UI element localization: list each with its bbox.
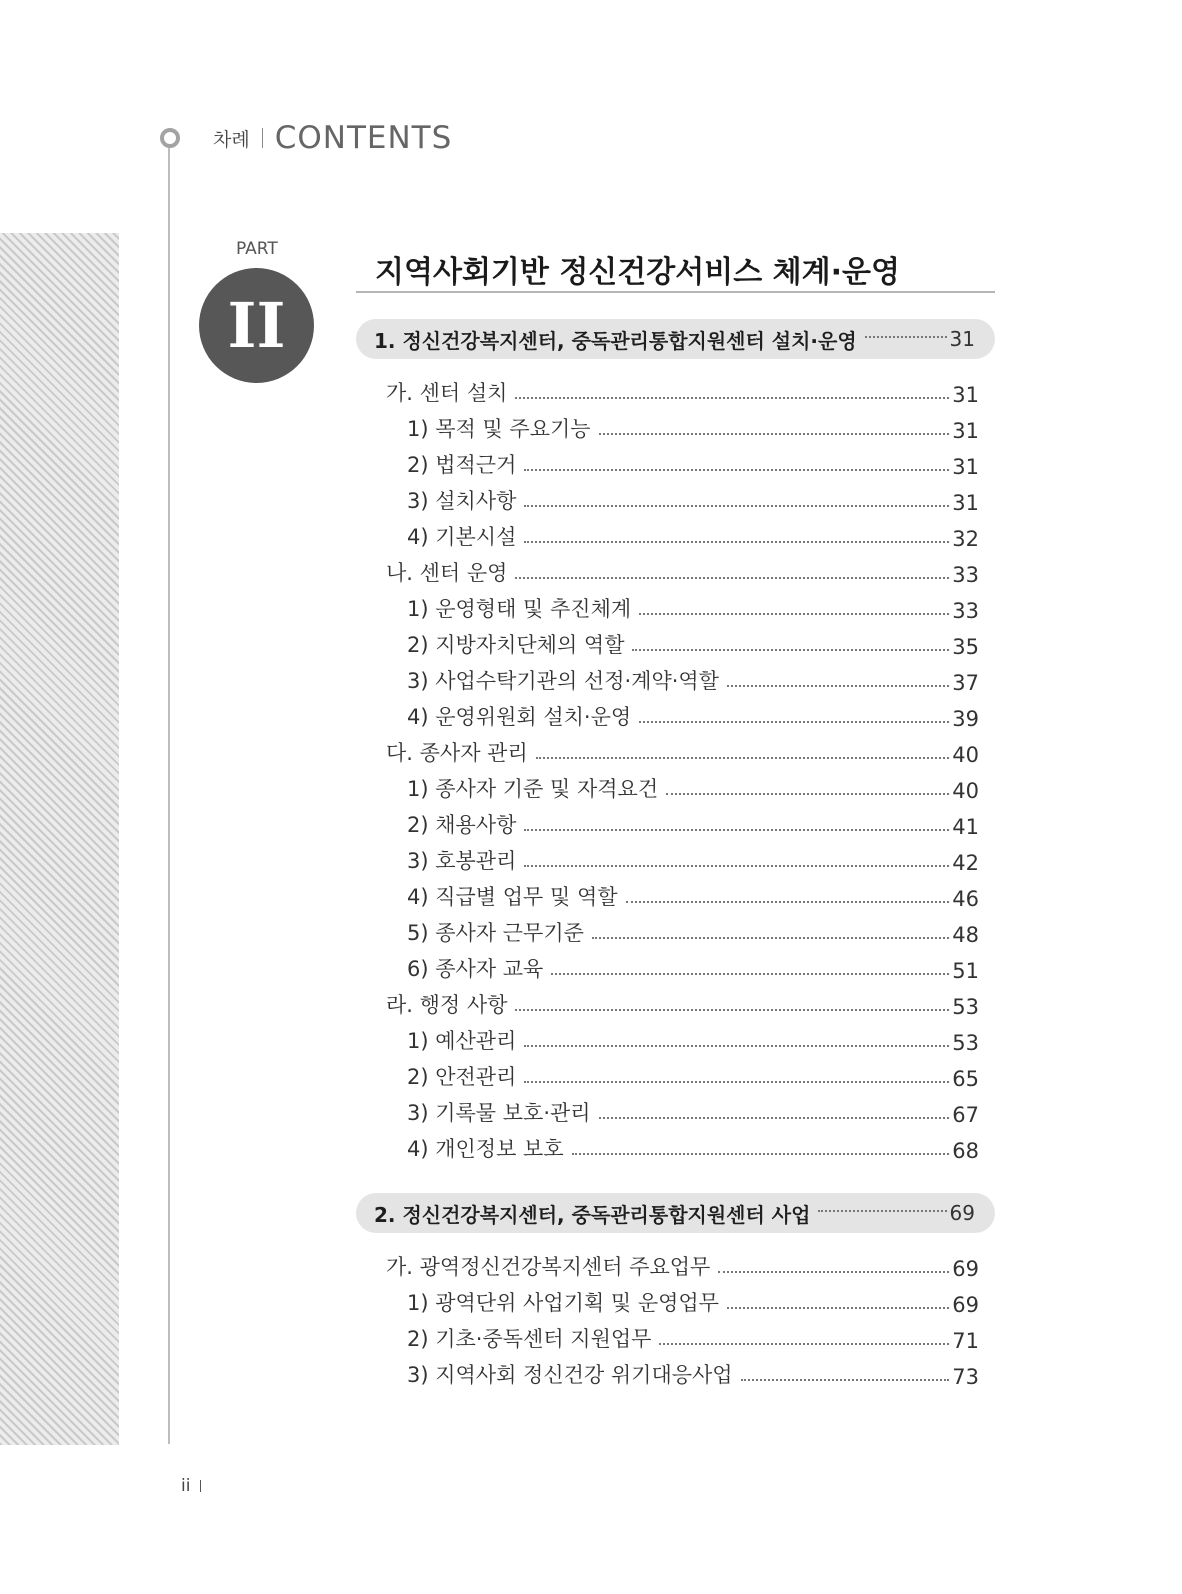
dot-leader bbox=[524, 505, 949, 507]
dot-leader bbox=[515, 577, 949, 579]
toc-section-2[interactable] bbox=[356, 1193, 995, 1233]
dot-leader bbox=[865, 336, 947, 338]
toc-entry-page: 41 bbox=[952, 815, 979, 839]
toc-entry[interactable] bbox=[407, 1061, 979, 1091]
toc-entry-text: 4) 기본시설 bbox=[407, 525, 517, 549]
toc-entry-text: 2) 지방자치단체의 역할 bbox=[407, 633, 625, 657]
toc-entry[interactable] bbox=[407, 1025, 979, 1055]
dot-leader bbox=[718, 1271, 949, 1273]
toc-entry[interactable] bbox=[386, 737, 979, 767]
dot-leader bbox=[515, 397, 949, 399]
toc-entry-page: 67 bbox=[952, 1103, 979, 1127]
toc-entry-page: 31 bbox=[952, 491, 979, 515]
toc-entry[interactable] bbox=[407, 1133, 979, 1163]
toc-entry-page: 33 bbox=[952, 599, 979, 623]
toc-entry-text: 2) 채용사항 bbox=[407, 813, 517, 837]
dot-leader bbox=[632, 649, 949, 651]
dot-leader bbox=[727, 685, 949, 687]
toc-entry[interactable] bbox=[407, 845, 979, 875]
toc-entry[interactable] bbox=[407, 809, 979, 839]
toc-entry-page: 71 bbox=[952, 1329, 979, 1353]
toc-entry[interactable] bbox=[407, 917, 979, 947]
dot-leader bbox=[659, 1343, 949, 1345]
footer-bar bbox=[200, 1480, 201, 1492]
toc-entry[interactable] bbox=[386, 1251, 979, 1281]
toc-entry[interactable] bbox=[407, 629, 979, 659]
toc-entry-text: 나. 센터 운영 bbox=[386, 561, 508, 585]
toc-entry-page: 31 bbox=[952, 455, 979, 479]
toc-entry-text: 2) 법적근거 bbox=[407, 453, 517, 477]
toc-entry-page: 69 bbox=[952, 1293, 979, 1317]
toc-entry-text: 3) 사업수탁기관의 선정·계약·역할 bbox=[407, 669, 719, 693]
toc-entry-text: 1) 종사자 기준 및 자격요건 bbox=[407, 777, 659, 801]
toc-entry-page: 69 bbox=[952, 1257, 979, 1281]
dot-leader bbox=[639, 721, 949, 723]
part-title-rule bbox=[356, 291, 995, 293]
dot-leader bbox=[639, 613, 949, 615]
toc-entry-text: 가. 광역정신건강복지센터 주요업무 bbox=[386, 1255, 711, 1279]
toc-entry-page: 42 bbox=[952, 851, 979, 875]
side-stripe-band bbox=[0, 233, 119, 1445]
dot-leader bbox=[592, 937, 949, 939]
dot-leader bbox=[524, 541, 949, 543]
toc-entry-text: 4) 개인정보 보호 bbox=[407, 1137, 564, 1161]
toc-entry[interactable] bbox=[407, 521, 979, 551]
margin-line bbox=[168, 148, 170, 1444]
dot-leader bbox=[599, 1117, 950, 1119]
toc-entry[interactable] bbox=[407, 665, 979, 695]
part-numeral-badge: II bbox=[199, 268, 314, 383]
toc-entry-page: 68 bbox=[952, 1139, 979, 1163]
dot-leader bbox=[524, 469, 949, 471]
toc-entry[interactable] bbox=[407, 413, 979, 443]
dot-leader bbox=[515, 1009, 949, 1011]
toc-entry[interactable] bbox=[407, 953, 979, 983]
toc-entry-text: 라. 행정 사항 bbox=[386, 993, 508, 1017]
toc-entry-page: 40 bbox=[952, 779, 979, 803]
part-title: 지역사회기반 정신건강서비스 체계·운영 bbox=[375, 255, 900, 290]
toc-entry-text: 3) 기록물 보호·관리 bbox=[407, 1101, 591, 1125]
toc-entry[interactable] bbox=[386, 989, 979, 1019]
toc-entry-page: 31 bbox=[952, 383, 979, 407]
dot-leader bbox=[524, 1081, 949, 1083]
dot-leader bbox=[551, 973, 949, 975]
header-separator bbox=[262, 128, 263, 148]
toc-entry-text: 4) 운영위원회 설치·운영 bbox=[407, 705, 632, 729]
dot-leader bbox=[727, 1307, 949, 1309]
toc-entry-text: 1) 목적 및 주요기능 bbox=[407, 417, 591, 441]
toc-entry-page: 35 bbox=[952, 635, 979, 659]
toc-entry[interactable] bbox=[407, 485, 979, 515]
toc-entry-text: 가. 센터 설치 bbox=[386, 381, 508, 405]
toc-entry-text: 1) 광역단위 사업기획 및 운영업무 bbox=[407, 1291, 719, 1315]
toc-entry-text: 1) 예산관리 bbox=[407, 1029, 517, 1053]
page-footer bbox=[181, 1476, 201, 1496]
section-page: 31 bbox=[949, 327, 975, 351]
toc-entry-text: 1) 운영형태 및 추진체계 bbox=[407, 597, 632, 621]
section-title: 2. 정신건강복지센터, 중독관리통합지원센터 사업 bbox=[374, 1202, 811, 1227]
page-header bbox=[213, 120, 452, 156]
toc-entry-page: 31 bbox=[952, 419, 979, 443]
toc-entry-text: 4) 직급별 업무 및 역할 bbox=[407, 885, 618, 909]
section-page: 69 bbox=[949, 1201, 975, 1225]
section-title: 1. 정신건강복지센터, 중독관리통합지원센터 설치·운영 bbox=[374, 328, 857, 353]
toc-entry[interactable] bbox=[386, 557, 979, 587]
toc-entry-page: 33 bbox=[952, 563, 979, 587]
dot-leader bbox=[818, 1210, 946, 1212]
header-label-ko: 차례 bbox=[213, 128, 250, 151]
toc-entry[interactable] bbox=[407, 1359, 979, 1389]
toc-entry[interactable] bbox=[407, 701, 979, 731]
dot-leader bbox=[536, 757, 950, 759]
toc-entry-text: 3) 호봉관리 bbox=[407, 849, 517, 873]
dot-leader bbox=[626, 901, 950, 903]
toc-entry-page: 65 bbox=[952, 1067, 979, 1091]
toc-entry[interactable] bbox=[407, 1287, 979, 1317]
toc-entry-text: 2) 안전관리 bbox=[407, 1065, 517, 1089]
toc-entry-page: 32 bbox=[952, 527, 979, 551]
toc-entry-page: 51 bbox=[952, 959, 979, 983]
toc-entry-page: 39 bbox=[952, 707, 979, 731]
toc-entry-text: 6) 종사자 교육 bbox=[407, 957, 544, 981]
dot-leader bbox=[572, 1153, 950, 1155]
toc-entry-page: 40 bbox=[952, 743, 979, 767]
toc-entry-page: 53 bbox=[952, 995, 979, 1019]
toc-entry-page: 37 bbox=[952, 671, 979, 695]
toc-entry[interactable] bbox=[407, 773, 979, 803]
toc-entry[interactable] bbox=[407, 1323, 979, 1353]
toc-entry-text: 3) 설치사항 bbox=[407, 489, 517, 513]
toc-entry[interactable] bbox=[386, 377, 979, 407]
dot-leader bbox=[741, 1379, 950, 1381]
dot-leader bbox=[524, 865, 949, 867]
dot-leader bbox=[524, 1045, 949, 1047]
dot-leader bbox=[666, 793, 949, 795]
part-label: PART bbox=[236, 239, 278, 259]
header-label-en: CONTENTS bbox=[274, 120, 453, 156]
toc-entry-page: 53 bbox=[952, 1031, 979, 1055]
dot-leader bbox=[524, 829, 949, 831]
toc-entry-page: 73 bbox=[952, 1365, 979, 1389]
toc-entry[interactable] bbox=[407, 881, 979, 911]
toc-entry-page: 46 bbox=[952, 887, 979, 911]
circle-marker-icon bbox=[160, 128, 180, 148]
toc-entry-page: 48 bbox=[952, 923, 979, 947]
toc-entry[interactable] bbox=[407, 1097, 979, 1127]
toc-section-1[interactable] bbox=[356, 319, 995, 359]
toc-entry[interactable] bbox=[407, 593, 979, 623]
toc-entry-text: 3) 지역사회 정신건강 위기대응사업 bbox=[407, 1363, 733, 1387]
footer-page-number: ii bbox=[181, 1476, 191, 1496]
toc-entry[interactable] bbox=[407, 449, 979, 479]
toc-entry-text: 다. 종사자 관리 bbox=[386, 741, 528, 765]
toc-entry-text: 2) 기초·중독센터 지원업무 bbox=[407, 1327, 652, 1351]
dot-leader bbox=[599, 433, 950, 435]
toc-entry-text: 5) 종사자 근무기준 bbox=[407, 921, 584, 945]
